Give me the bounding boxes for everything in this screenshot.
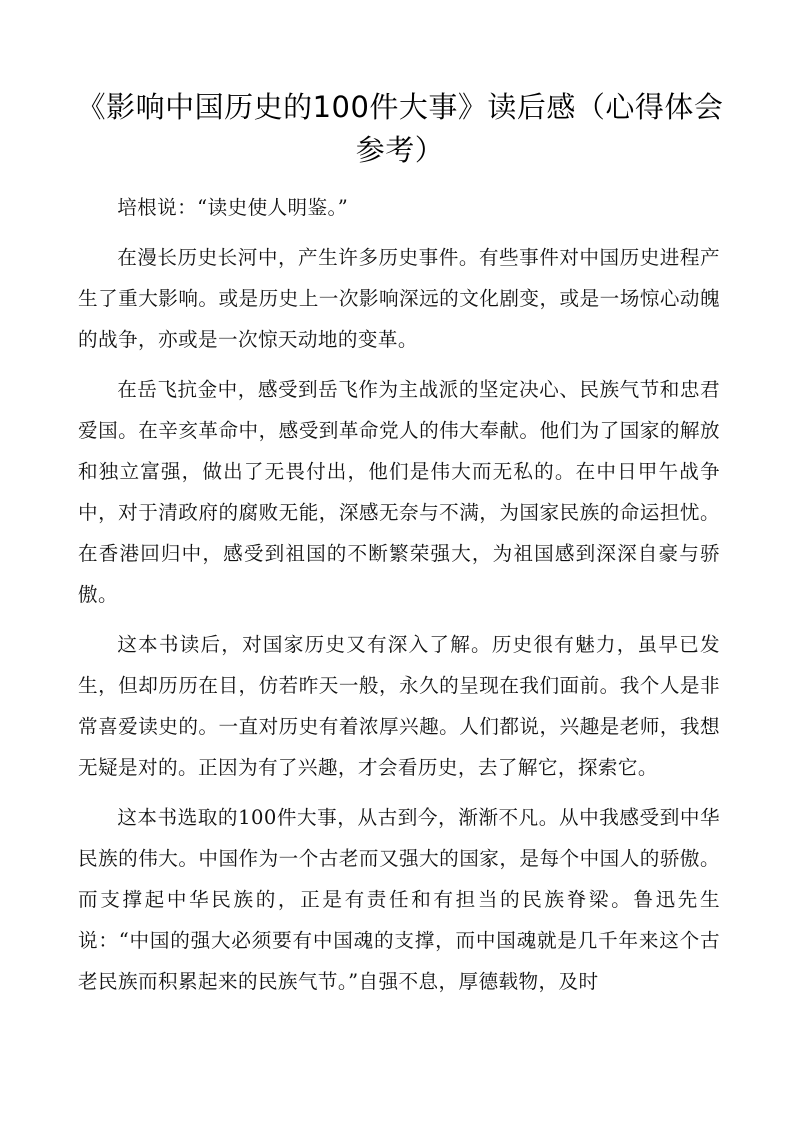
paragraph-quote: 培根说：“读史使人明鉴。” [117, 196, 349, 219]
document-title: 《影响中国历史的100件大事》读后感（心得体会参考） [76, 90, 724, 167]
document-body [78, 187, 720, 1011]
paragraph-reflection: 这本书读后，对国家历史又有深入了解。历史很有魅力，虽早已发生，但却历历在目，仿若昨天一般，永久的呈现在我们面前。我个人是非常喜爱读史的。一直对历史有着浓厚兴趣。人们都说，兴趣是老师，我想无疑是对的。正因为有了兴趣，才会看历史，去了解它，探索它。 [78, 633, 720, 779]
paragraph-intro: 在漫长历史长河中，产生许多历史事件。有些事件对中国历史进程产生了重大影响。或是历史上一次影响深远的文化剧变，或是一场惊心动魄的战争，亦或是一次惊天动地的变革。 [78, 246, 720, 351]
paragraph-conclusion: 这本书选取的100件大事，从古到今，渐渐不凡。从中我感受到中华民族的伟大。中国作为一个古老而又强大的国家，是每个中国人的骄傲。而支撑起中华民族的，正是有责任和有担当的民族脊梁。鲁迅先生说：“中国的强大必须要有中国魂的支撑，而中国魂就是几千年来这个古老民族而积累起来的民族气节。”自强不息，厚德载物，及时 [78, 806, 720, 993]
paragraph-events: 在岳飞抗金中，感受到岳飞作为主战派的坚定决心、民族气节和忠君爱国。在辛亥革命中，感受到革命党人的伟大奉献。他们为了国家的解放和独立富强，做出了无畏付出，他们是伟大而无私的。在中日甲午战争中，对于清政府的腐败无能，深感无奈与不满，为国家民族的命运担忧。在香港回归中，感受到祖国的不断繁荣强大，为祖国感到深深自豪与骄傲。 [78, 378, 720, 606]
